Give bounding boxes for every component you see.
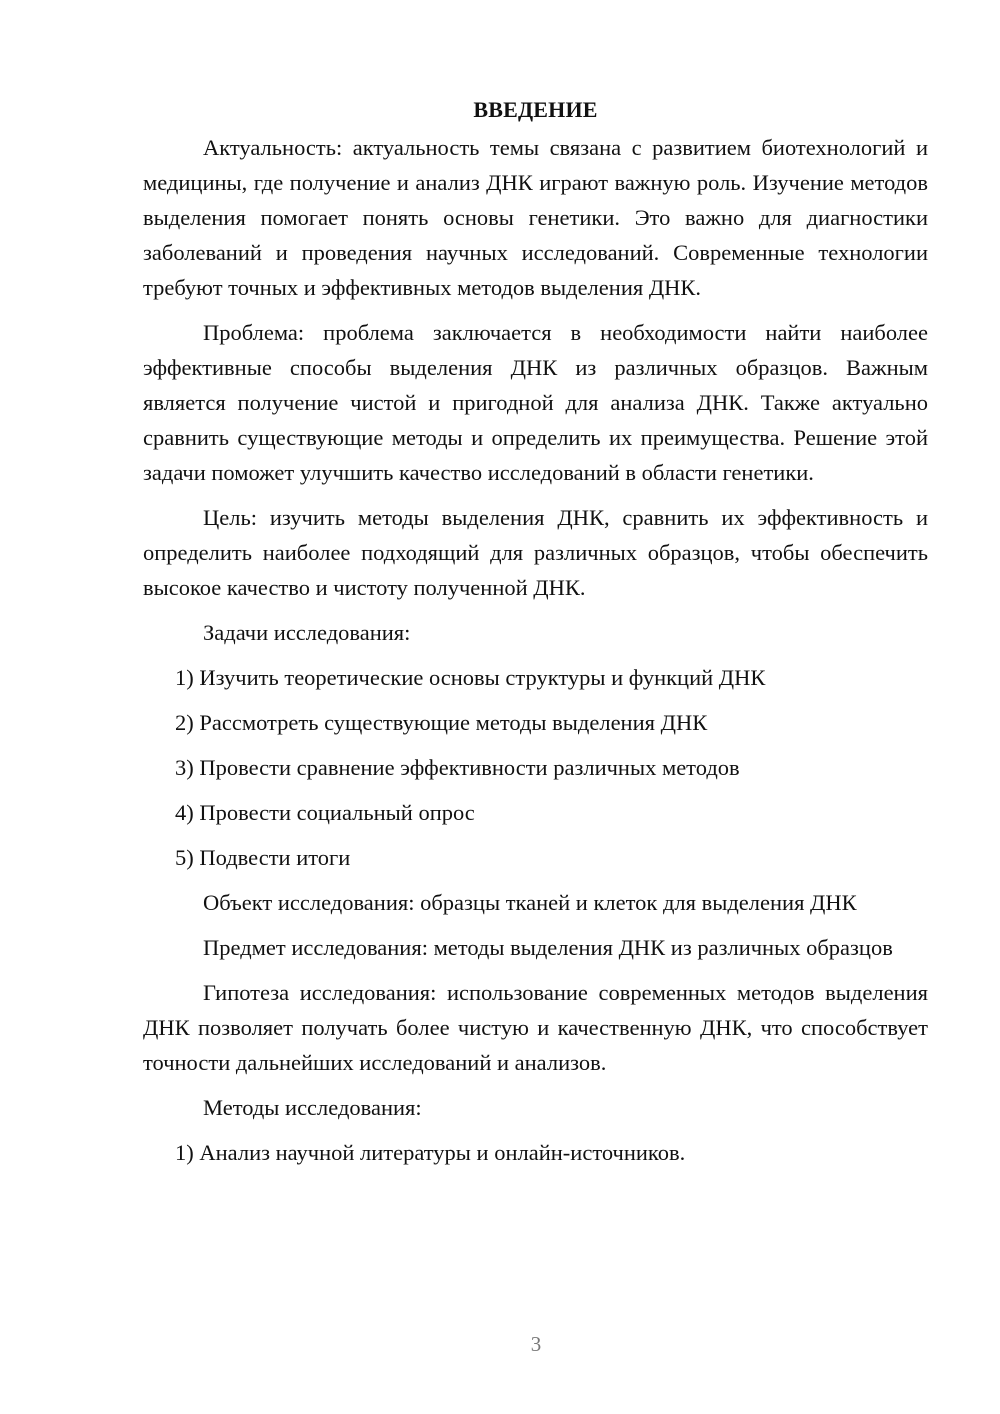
page-title: ВВЕДЕНИЕ bbox=[473, 97, 598, 122]
list-item: 4) Провести социальный опрос bbox=[175, 800, 475, 825]
tasks-list bbox=[143, 660, 928, 875]
methods-heading: Методы исследования: bbox=[203, 1095, 422, 1120]
tasks-heading: Задачи исследования: bbox=[203, 620, 411, 645]
problem-paragraph: Проблема: проблема заключается в необходимости найти наиболее эффективные способы выделения ДНК из различных образцов. Важным является получение чистой и пригодной для анализа ДНК. Также актуально сравнить существующие методы и определить их преимущества. Решение этой задачи поможет улучшить качество исследований в области генетики. bbox=[143, 320, 928, 485]
document-page bbox=[143, 92, 928, 1180]
goal-paragraph: Цель: изучить методы выделения ДНК, сравнить их эффективность и определить наиболее подходящий для различных образцов, чтобы обеспечить высокое качество и чистоту полученной ДНК. bbox=[143, 505, 928, 600]
object-paragraph: Объект исследования: образцы тканей и клеток для выделения ДНК bbox=[203, 890, 857, 915]
list-item: 5) Подвести итоги bbox=[175, 845, 351, 870]
methods-list bbox=[143, 1135, 928, 1170]
hypothesis-paragraph: Гипотеза исследования: использование современных методов выделения ДНК позволяет получать более чистую и качественную ДНК, что способствует точности дальнейших исследований и анализов. bbox=[143, 980, 928, 1075]
list-item: 1) Изучить теоретические основы структуры и функций ДНК bbox=[175, 665, 766, 690]
relevance-paragraph: Актуальность: актуальность темы связана с развитием биотехнологий и медицины, где получение и анализ ДНК играют важную роль. Изучение методов выделения помогает понять основы генетики. Это важно для диагностики заболеваний и проведения научных исследований. Современные технологии требуют точных и эффективных методов выделения ДНК. bbox=[143, 135, 928, 300]
list-item: 3) Провести сравнение эффективности различных методов bbox=[175, 755, 740, 780]
list-item: 2) Рассмотреть существующие методы выделения ДНК bbox=[175, 710, 708, 735]
list-item: 1) Анализ научной литературы и онлайн-источников. bbox=[175, 1140, 686, 1165]
page-number: 3 bbox=[530, 1332, 542, 1356]
subject-paragraph: Предмет исследования: методы выделения ДНК из различных образцов bbox=[203, 935, 893, 960]
